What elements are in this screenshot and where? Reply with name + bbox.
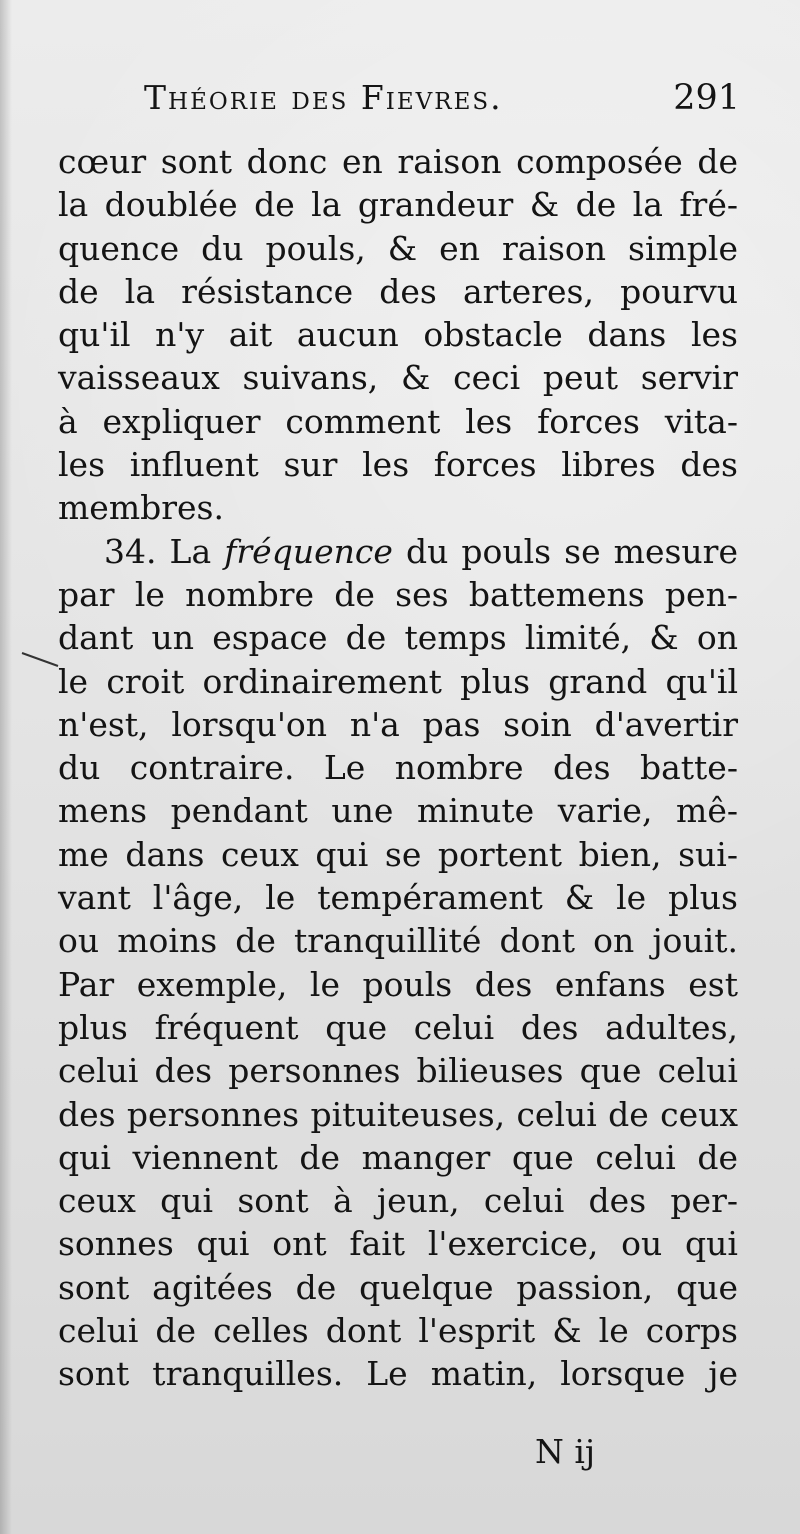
running-title: Théorie des Fievres. (144, 78, 503, 117)
text-line: la doublée de la grandeur & de la fré- (58, 185, 738, 225)
text-line: ou moins de tranquillité dont on jouit. (58, 921, 738, 961)
page-edge-shadow (0, 0, 12, 1534)
text-line: qu'il n'y ait aucun obstacle dans les (58, 315, 738, 355)
text-line: les influent sur les forces libres des (58, 445, 738, 485)
text-line: du contraire. Le nombre des batte- (58, 748, 738, 788)
signature-mark: N ij (535, 1432, 596, 1471)
section-number: 34. La (104, 531, 225, 571)
margin-pencil-mark (20, 650, 62, 670)
text-line: celui de celles dont l'esprit & le corps (58, 1311, 738, 1351)
text-line: vant l'âge, le tempérament & le plus (58, 878, 738, 918)
text-line: ceux qui sont à jeun, celui des per- (58, 1181, 738, 1221)
text-line: le croit ordinairement plus grand qu'il (58, 661, 738, 701)
text-line: Par exemple, le pouls des enfans est (58, 964, 738, 1004)
text-line: celui des personnes bilieuses que celui (58, 1051, 738, 1091)
paragraph-opening-line (58, 530, 738, 573)
text-line: qui viennent de manger que celui de (58, 1137, 738, 1177)
text-line: plus fréquent que celui des adultes, (58, 1007, 738, 1047)
text-line: n'est, lorsqu'on n'a pas soin d'avertir (58, 704, 738, 744)
opening-line-rest: du pouls se mesure (392, 531, 738, 571)
text-line: de la résistance des arteres, pourvu (58, 271, 738, 311)
text-line: membres. (58, 488, 224, 528)
running-head (58, 78, 740, 130)
text-line: à expliquer comment les forces vita- (58, 401, 738, 441)
text-line: cœur sont donc en raison composée de (58, 142, 738, 181)
text-line: me dans ceux qui se portent bien, sui- (58, 834, 738, 874)
text-line: des personnes pituiteuses, celui de ceux (58, 1094, 738, 1134)
body-text (58, 140, 738, 1396)
text-line: sonnes qui ont fait l'exercice, ou qui (58, 1224, 738, 1264)
page-number: 291 (673, 78, 740, 118)
text-line: mens pendant une minute varie, mê- (58, 791, 738, 831)
italic-term: fréquence (224, 531, 393, 571)
text-line: vaisseaux suivans, & ceci peut servir (58, 358, 738, 398)
text-line: sont tranquilles. Le matin, lorsque je (58, 1354, 738, 1394)
text-line: par le nombre de ses battemens pen- (58, 574, 738, 614)
text-line: sont agitées de quelque passion, que (58, 1267, 738, 1307)
text-line: dant un espace de temps limité, & on (58, 618, 738, 658)
text-line: quence du pouls, & en raison simple (58, 228, 738, 268)
